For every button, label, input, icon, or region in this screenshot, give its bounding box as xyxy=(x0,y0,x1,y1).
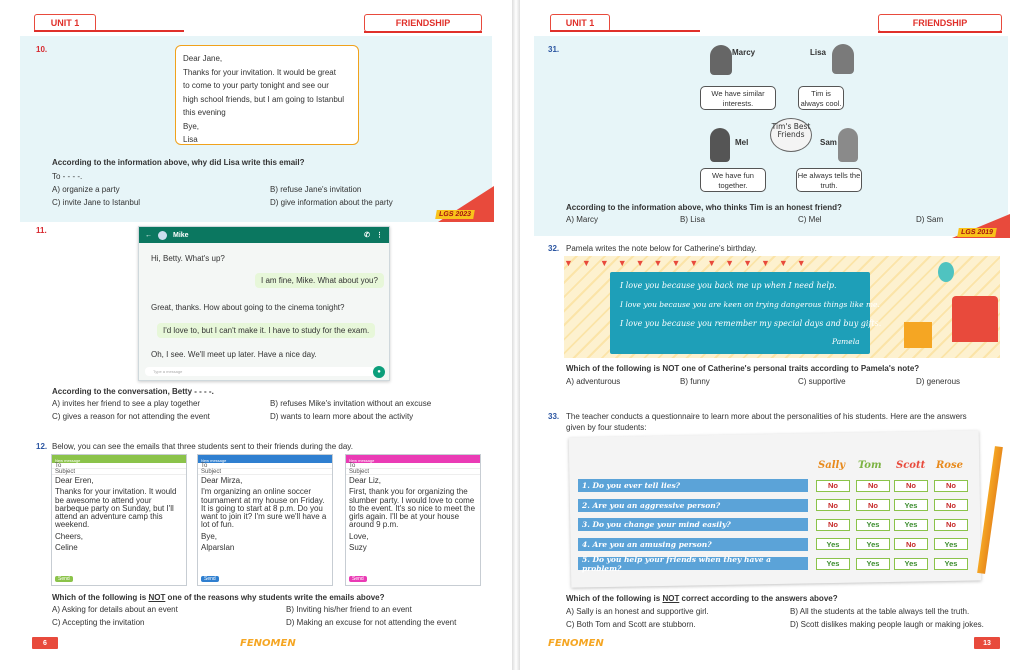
answer-cell: Yes xyxy=(856,538,890,550)
letter-line: high school friends, but I am going to Istanbul xyxy=(183,94,344,104)
answer-cell: Yes xyxy=(894,558,928,570)
letter-line: this evening xyxy=(183,108,226,117)
person-name: Lisa xyxy=(810,48,827,57)
option-d[interactable]: D) give information about the party xyxy=(270,198,393,207)
header-rule xyxy=(550,30,700,32)
email-to[interactable]: To xyxy=(52,463,186,469)
page-number: 6 xyxy=(32,637,58,649)
speech-bubble: We have fun together. xyxy=(700,168,766,192)
question-number: 12. xyxy=(36,442,48,451)
option-c[interactable]: C) Mel xyxy=(798,215,822,224)
chapter-title: FRIENDSHIP xyxy=(878,14,1002,32)
contact-name: Mike xyxy=(173,231,189,239)
send-button[interactable]: Send xyxy=(201,576,219,582)
lgs-tag: LGS 2023 xyxy=(435,210,475,219)
answer-cell: Yes xyxy=(816,538,850,550)
letter-line: Thanks for your invitation. It would be great xyxy=(183,67,336,77)
answer-cell: Yes xyxy=(856,558,890,570)
bunting-icon: ▼▼▼▼▼▼▼▼▼▼▼▼▼▼ xyxy=(564,258,815,268)
email-subject[interactable]: Subject xyxy=(346,469,480,475)
answer-cell: No xyxy=(934,480,968,492)
more-icon[interactable]: ⋮ xyxy=(376,232,383,239)
letter-line: Bye, xyxy=(183,121,200,131)
email-card xyxy=(197,454,333,586)
student-name: Tom xyxy=(858,460,882,471)
email-titlebar: New message xyxy=(346,455,480,463)
question-text: According to the information above, who thinks Tim is an honest friend? xyxy=(566,203,842,212)
question-number: 10. xyxy=(36,45,48,54)
questionnaire-question: 3. Do you change your mind easily? xyxy=(578,518,808,531)
speech-bubble: Tim is always cool. xyxy=(798,86,844,110)
question-number: 33. xyxy=(548,412,560,421)
letter-line: Dear Jane, xyxy=(183,54,223,63)
note-line: I love you because you back me up when I need help. xyxy=(620,281,837,290)
email-signature: Alparslan xyxy=(201,543,235,553)
email-subject[interactable]: Subject xyxy=(198,469,332,475)
answer-cell: Yes xyxy=(816,558,850,570)
email-body xyxy=(346,475,480,554)
email-closing: Love, xyxy=(349,531,369,541)
option-b[interactable]: B) funny xyxy=(680,377,710,386)
option-b[interactable]: B) All the students at the table always tell the truth. xyxy=(790,607,970,616)
mel-illustration xyxy=(710,128,730,162)
email-to[interactable]: To xyxy=(346,463,480,469)
message-sent: I'd love to, but I can't make it. I have to study for the exam. xyxy=(157,323,375,338)
question-text: Which of the following is NOT one of Catherine's personal traits according to Pamela's note? xyxy=(566,364,920,373)
option-c[interactable]: C) supportive xyxy=(798,377,846,386)
speech-bubble: He always tells the truth. xyxy=(796,168,862,192)
email-card xyxy=(51,454,187,586)
note-line: I love you because you are keen on trying dangerous things like me. xyxy=(620,300,880,309)
answer-cell: Yes xyxy=(856,519,890,531)
email-card xyxy=(345,454,481,586)
option-a[interactable]: A) Marcy xyxy=(566,215,598,224)
phone-icon[interactable]: ✆ xyxy=(364,232,370,239)
email-titlebar: New message xyxy=(52,455,186,463)
questionnaire-question: 5. Do you help your friends when they have a problem? xyxy=(578,557,808,570)
email-body xyxy=(198,475,332,554)
question-intro: Pamela writes the note below for Catherine's birthday. xyxy=(566,244,757,253)
option-d[interactable]: D) Scott dislikes making people laugh or making jokes. xyxy=(790,620,984,629)
question-stem: To - - - -. xyxy=(52,172,83,181)
header-rule xyxy=(364,31,482,33)
header-rule xyxy=(878,31,1002,33)
question-text: According to the information above, why did Lisa write this email? xyxy=(52,158,305,167)
option-c[interactable]: C) invite Jane to Istanbul xyxy=(52,198,141,207)
lisa-illustration xyxy=(832,44,854,74)
sam-illustration xyxy=(838,128,858,162)
email-subject[interactable]: Subject xyxy=(52,469,186,475)
option-d[interactable]: D) generous xyxy=(916,377,961,386)
email-signature: Celine xyxy=(55,543,78,553)
send-button[interactable]: Send xyxy=(55,576,73,582)
mic-icon[interactable]: ● xyxy=(373,366,385,378)
message-received: Great, thanks. How about going to the cinema tonight? xyxy=(151,303,345,312)
email-body xyxy=(52,475,186,554)
page-number: 13 xyxy=(974,637,1000,649)
question-intro: The teacher conducts a questionnaire to learn more about the personalities of his students. Here are the answers xyxy=(566,412,967,421)
option-b[interactable]: B) Inviting his/her friend to an event xyxy=(286,605,412,614)
message-received: Hi, Betty. What's up? xyxy=(151,254,225,263)
question-number: 32. xyxy=(548,244,560,253)
publisher-logo: FENOMEN xyxy=(548,638,604,649)
email-greeting: Dear Mirza, xyxy=(201,476,243,485)
answer-cell: No xyxy=(934,519,968,531)
option-d[interactable]: D) Making an excuse for not attending the event xyxy=(286,618,457,627)
option-c[interactable]: C) gives a reason for not attending the event xyxy=(52,412,210,421)
answer-cell: No xyxy=(934,499,968,511)
answer-cell: No xyxy=(856,499,890,511)
option-c[interactable]: C) Both Tom and Scott are stubborn. xyxy=(566,620,696,629)
answer-cell: Yes xyxy=(934,538,968,550)
question-intro: given by four students: xyxy=(566,423,647,432)
chat-header xyxy=(139,227,389,243)
question-intro: Below, you can see the emails that three students sent to their friends during the day. xyxy=(52,442,353,451)
gift-icon xyxy=(904,322,932,348)
questionnaire-question: 1. Do you ever tell lies? xyxy=(578,479,808,492)
question-number: 11. xyxy=(36,226,47,235)
chapter-title: FRIENDSHIP xyxy=(364,14,482,32)
note-line: I love you because you remember my special days and buy gifts. xyxy=(620,319,882,328)
question-text: Which of the following is NOT correct according to the answers above? xyxy=(566,594,838,603)
email-signature: Suzy xyxy=(349,543,367,553)
header-rule xyxy=(34,30,184,32)
option-b[interactable]: B) Lisa xyxy=(680,215,705,224)
lgs-tag: LGS 2019 xyxy=(957,228,997,237)
student-name: Sally xyxy=(818,460,846,471)
marcy-illustration xyxy=(710,45,732,75)
questionnaire-question: 4. Are you an amusing person? xyxy=(578,538,808,551)
note-signature: Pamela xyxy=(832,337,860,346)
option-a[interactable]: A) Asking for details about an event xyxy=(52,605,178,614)
question-number: 31. xyxy=(548,45,560,54)
balloon-icon xyxy=(938,262,954,282)
back-arrow-icon[interactable]: ← xyxy=(145,231,152,239)
book-gutter xyxy=(512,0,520,670)
avatar xyxy=(158,231,167,240)
answer-cell: No xyxy=(816,499,850,511)
email-text: I'm organizing an online soccer tournament at my house on Friday. It is going to start at 8 p.m. Do you want to join it? I'm sure we'll have a lot of fun. xyxy=(201,487,327,530)
option-d[interactable]: D) wants to learn more about the activity xyxy=(270,412,414,421)
email-titlebar: New message xyxy=(198,455,332,463)
answer-cell: Yes xyxy=(894,519,928,531)
option-a[interactable]: A) organize a party xyxy=(52,185,120,194)
letter-line: to come to your party tonight and see our xyxy=(183,81,329,90)
right-page xyxy=(520,0,1032,670)
message-sent: I am fine, Mike. What about you? xyxy=(255,273,384,288)
answer-cell: No xyxy=(894,480,928,492)
answer-cell: No xyxy=(856,480,890,492)
email-greeting: Dear Liz, xyxy=(349,476,382,485)
person-name: Mel xyxy=(735,138,749,147)
publisher-logo: FENOMEN xyxy=(240,638,296,649)
option-a[interactable]: A) Sally is an honest and supportive girl. xyxy=(566,607,709,616)
message-received: Oh, I see. We'll meet up later. Have a nice day. xyxy=(151,350,317,359)
question-text: According to the conversation, Betty - - - -. xyxy=(52,387,214,396)
letter-card xyxy=(175,45,359,145)
send-button[interactable]: Send xyxy=(349,576,367,582)
questionnaire-question: 2. Are you an aggressive person? xyxy=(578,499,808,512)
speech-bubble: We have similar interests. xyxy=(700,86,776,110)
answer-cell: Yes xyxy=(894,499,928,511)
answer-cell: Yes xyxy=(934,558,968,570)
question-text: Which of the following is NOT one of the reasons why students write the emails above? xyxy=(52,593,385,602)
option-a[interactable]: A) adventurous xyxy=(566,377,621,386)
student-name: Scott xyxy=(896,460,926,471)
message-input[interactable]: Type a message xyxy=(145,367,375,376)
answer-cell: No xyxy=(816,519,850,531)
pencil-icon xyxy=(977,446,1003,574)
unit-label: UNIT 1 xyxy=(550,14,610,32)
person-name: Marcy xyxy=(732,48,756,57)
option-d[interactable]: D) Sam xyxy=(916,215,944,224)
email-text: First, thank you for organizing the slumber party. I would love to come to the event. It's so nice to meet the girls again. I'll be at your house around 9 p.m. xyxy=(349,487,476,530)
center-label: Tim's Best Friends xyxy=(770,118,812,152)
email-greeting: Dear Eren, xyxy=(55,476,94,485)
chat-window xyxy=(138,226,390,381)
option-c[interactable]: C) Accepting the invitation xyxy=(52,618,145,627)
email-text: Thanks for your invitation. It would be awesome to attend your barbeque party on Sunday, but I'll attend an adventure camp this weekend. xyxy=(55,487,177,530)
option-b[interactable]: B) refuses Mike's invitation without an excuse xyxy=(270,399,432,408)
person-name: Sam xyxy=(820,138,837,147)
left-page xyxy=(0,0,512,670)
answer-cell: No xyxy=(816,480,850,492)
email-closing: Cheers, xyxy=(55,531,84,541)
unit-label: UNIT 1 xyxy=(34,14,96,32)
email-closing: Bye, xyxy=(201,531,218,541)
email-to[interactable]: To xyxy=(198,463,332,469)
cake-icon xyxy=(952,296,998,342)
letter-line: Lisa xyxy=(183,135,198,144)
option-a[interactable]: A) invites her friend to see a play together xyxy=(52,399,201,408)
option-b[interactable]: B) refuse Jane's invitation xyxy=(270,185,362,194)
answer-cell: No xyxy=(894,538,928,550)
student-name: Rose xyxy=(936,460,963,471)
